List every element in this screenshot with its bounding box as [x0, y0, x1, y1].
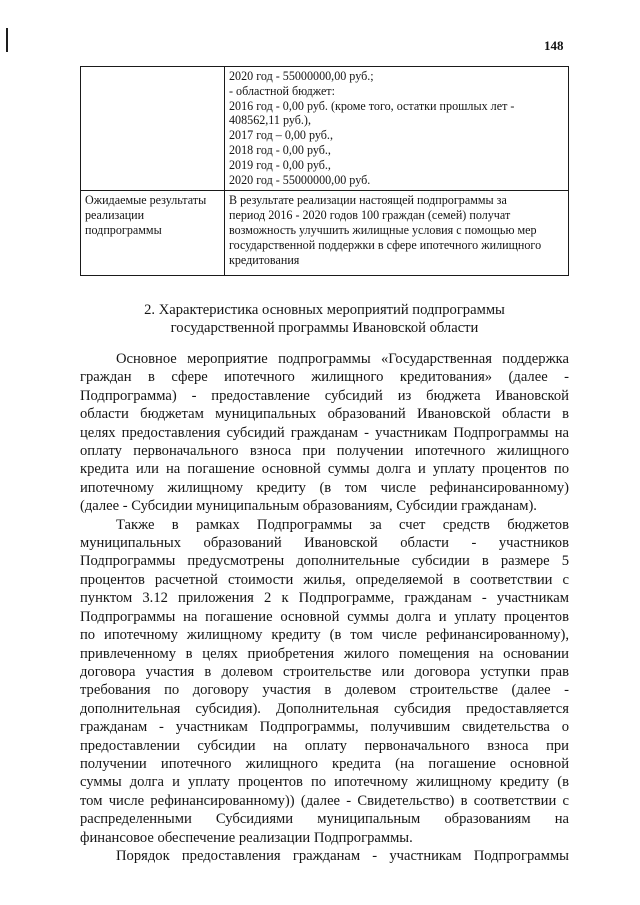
paragraph-line: кредита или на погашение основной суммы долга и уплату процентов по [80, 461, 569, 478]
table-text-line: кредитования [229, 252, 300, 267]
page-number: 148 [544, 38, 564, 53]
table-text-line: 2018 год - 0,00 руб., [229, 142, 331, 157]
paragraph-line: Подпрограммы на погашение основной суммы долга и уплату процентов [80, 608, 569, 625]
table-text-line: 2020 год - 55000000,00 руб.; [229, 69, 374, 83]
paragraph-line: финансовое обеспечение реализации Подпрограммы. [80, 829, 413, 846]
table-cell-expected-results [225, 191, 569, 276]
table-text-line: период 2016 - 2020 годов 100 граждан (семей) получат [229, 208, 511, 223]
paragraph-line: муниципальных образований Ивановской области - участников [80, 535, 569, 552]
table-row [81, 67, 569, 191]
paragraph-line: том числе рефинансированному)) (далее - Свидетельство) в соответствии с [80, 792, 569, 809]
scan-edge-mark [6, 28, 8, 52]
paragraph-line: Порядок предоставления гражданам - участникам Подпрограммы [116, 847, 569, 864]
table-text-line: В результате реализации настоящей подпрограммы за [229, 193, 507, 208]
paragraph-line: оплату первоначального взноса при получении ипотечного жилищного [80, 443, 569, 460]
table-text-line: 2016 год - 0,00 руб. (кроме того, остатки прошлых лет - [229, 98, 515, 113]
paragraph-line: распределенными Субсидиями муниципальным образованиям на [80, 811, 569, 828]
paragraph-line: договора участия в долевом строительстве или договора уступки прав [80, 663, 569, 680]
table-text-line: 2017 год – 0,00 руб., [229, 128, 333, 143]
paragraph-line: предоставлении субсидии на оплату первоначального взноса при [80, 737, 569, 754]
paragraph-line: Также в рамках Подпрограммы за счет средств бюджетов [116, 516, 569, 533]
paragraph-line: Подпрограммы предусмотрены дополнительные субсидии в размере 5 [80, 553, 569, 570]
heading-line: государственной программы Ивановской области [170, 320, 479, 336]
paragraph-line: по ипотечному жилищному кредиту (в том числе рефинансированному), [80, 627, 569, 644]
paragraph-line: гражданам - участникам Подпрограммы, получившим свидетельства о [80, 719, 569, 736]
table-text-line: государственной поддержки в сфере ипотечного жилищного [229, 237, 542, 252]
table-text-line: возможность улучшить жилищные условия с помощью мер [229, 222, 537, 237]
table-text-line: 2020 год - 55000000,00 руб. [229, 172, 371, 187]
paragraph-line: дополнительная субсидия). Дополнительная субсидия предоставляется [80, 700, 569, 717]
table-cell-funding [225, 67, 569, 191]
section-heading [80, 301, 569, 337]
table-text-line: подпрограммы [85, 222, 162, 237]
heading-line: 2. Характеристика основных мероприятий подпрограммы [144, 302, 505, 318]
body-text [80, 350, 569, 865]
table-row [81, 191, 569, 276]
paragraph-line: получении ипотечного жилищного кредита (на погашение основной [80, 755, 569, 772]
paragraph-line: требования по договору участия в долевом строительстве (далее - [80, 682, 569, 699]
paragraph-line: пунктом 3.12 приложения 2 к Подпрограмме, гражданам - участникам [80, 590, 569, 607]
table-cell-expected-results-label [81, 191, 225, 276]
table-text-line: 2019 год - 0,00 руб., [229, 157, 331, 172]
paragraph-line: процентов расчетной стоимости жилья, определяемой в соответствии с [80, 571, 569, 588]
table-text-line: реализации [85, 208, 145, 223]
table-text-line: - областной бюджет: [229, 83, 335, 98]
paragraph-line: Основное мероприятие подпрограммы «Государственная поддержка [116, 351, 569, 367]
program-passport-table [80, 66, 569, 276]
paragraph-line: целях предоставления субсидий гражданам - участникам Подпрограммы на [80, 424, 569, 441]
paragraph-line: привлеченному в целях приобретения жилого помещения на основании [80, 645, 569, 662]
paragraph-line: Подпрограмма) - предоставление субсидий из бюджета Ивановской [80, 387, 569, 404]
table-cell-left-empty [81, 67, 225, 191]
paragraph-line: (далее - Субсидии муниципальным образованиям, Субсидии гражданам). [80, 498, 537, 515]
paragraph-line: суммы долга и уплату процентов по ипотечному жилищному кредиту (в [80, 774, 569, 791]
paragraph-line: ипотечному жилищному кредиту (в том числе рефинансированному) [80, 479, 569, 496]
paragraph-line: граждан в сфере ипотечного жилищного кредитования» (далее - [80, 369, 569, 386]
table-text-line: 408562,11 руб.), [229, 113, 311, 128]
paragraph-line: области бюджетам муниципальных образований Ивановской области в [80, 406, 569, 423]
table-text-line: Ожидаемые результаты [85, 193, 207, 208]
